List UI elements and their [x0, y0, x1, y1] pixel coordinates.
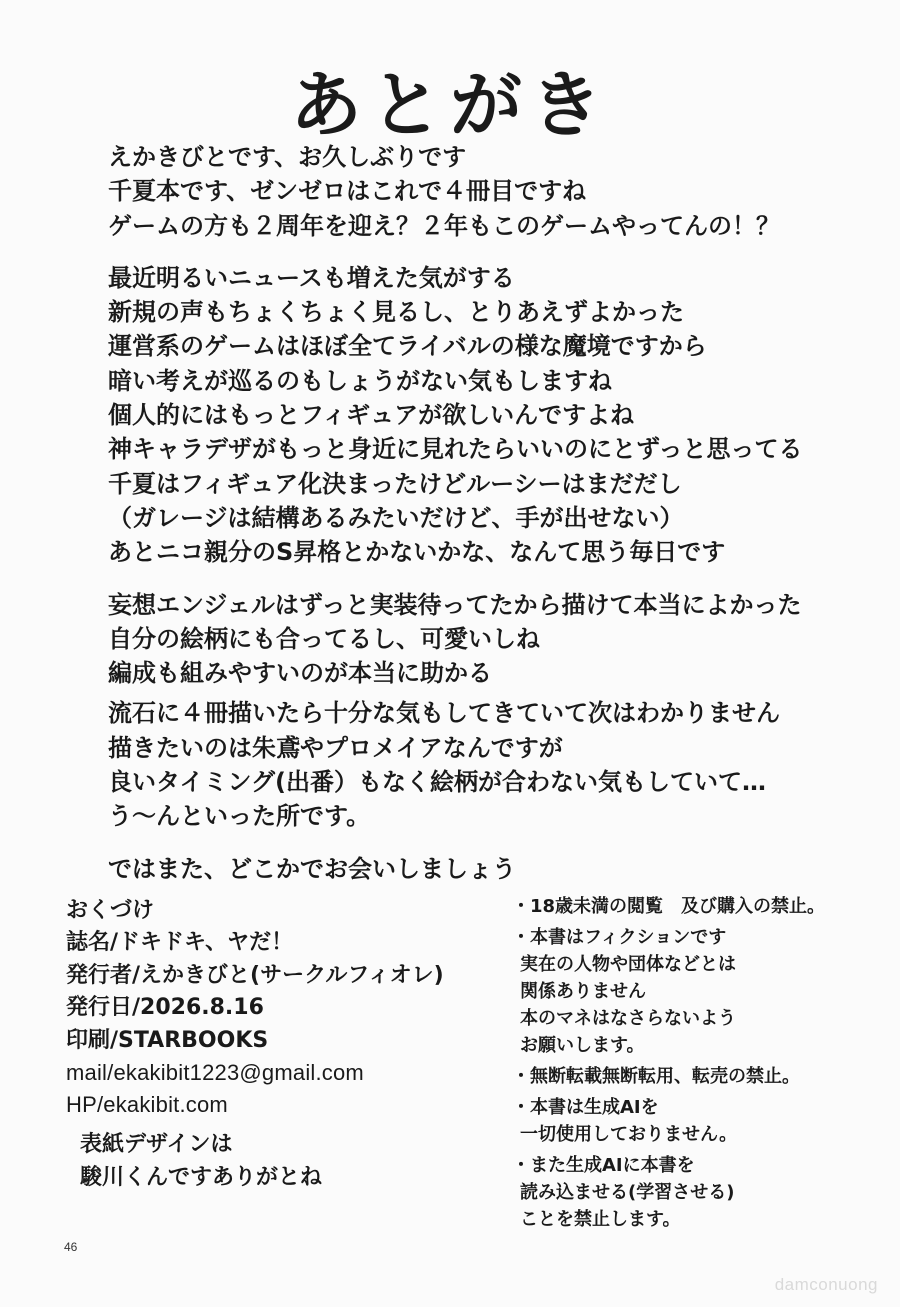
- body-line: 運営系のゲームはほぼ全てライバルの様な魔境ですから: [108, 332, 707, 361]
- notice-line: ・本書はフィクションです: [512, 927, 727, 948]
- notice-line: ・18歳未満の閲覧 及び購入の禁止。: [512, 896, 826, 917]
- page-title: あとがき: [289, 63, 610, 147]
- colophon-date: 発行日/2026.8.16: [66, 995, 264, 1021]
- afterword-body: [108, 140, 868, 886]
- body-line: 新規の声もちょくちょく見るし、とりあえずよかった: [108, 298, 684, 327]
- notice-line: ・本書は生成AIを: [512, 1097, 659, 1118]
- notice-line: 一切使用しておりません。: [520, 1124, 738, 1145]
- paragraph-4: [108, 696, 868, 833]
- body-line: 自分の絵柄にも合ってるし、可愛いしね: [108, 624, 540, 653]
- colophon: [66, 895, 466, 1122]
- paragraph-5: [108, 852, 868, 886]
- notice-fiction: [512, 924, 872, 1059]
- colophon-magazine: 誌名/ドキドキ、ヤだ！: [66, 930, 294, 956]
- paragraph-1: [108, 140, 868, 243]
- body-line: 良いタイミング(出番）もなく絵柄が合わない気もしていて…: [108, 768, 767, 797]
- body-line: 描きたいのは朱鳶やプロメイアなんですが: [108, 733, 563, 762]
- body-line: 最近明るいニュースも増えた気がする: [108, 263, 515, 292]
- notice-no-ai-used: [512, 1094, 872, 1148]
- body-line: 妄想エンジェルはずっと実装待ってたから描けて本当によかった: [108, 590, 802, 619]
- body-line: あとニコ親分のS昇格とかないかな、なんて思う毎日です: [108, 538, 726, 567]
- credit-line: 表紙デザインは: [80, 1132, 233, 1157]
- colophon-heading: おくづけ: [66, 898, 155, 923]
- notice-line: 本のマネはなさらないよう: [520, 1008, 736, 1029]
- page-number: 46: [64, 1240, 78, 1254]
- body-line: 個人的にはもっとフィギュアが欲しいんですよね: [108, 401, 635, 430]
- watermark: damconuong: [774, 1275, 878, 1294]
- notice-line: ことを禁止します。: [520, 1209, 681, 1230]
- body-line: 編成も組みやすいのが本当に助かる: [108, 659, 492, 688]
- body-line: えかきびとです、お久しぶりです: [108, 143, 467, 171]
- body-line: ではまた、どこかでお会いしましょう: [108, 854, 516, 883]
- notice-line: ・また生成AIに本書を: [512, 1155, 695, 1176]
- paragraph-3: [108, 588, 868, 691]
- notice-line: 実在の人物や団体などとは: [520, 954, 736, 975]
- notice-age-restriction: [512, 893, 872, 920]
- colophon-mail: mail/ekakibit1223@gmail.com: [66, 1060, 364, 1086]
- notice-line: お願いします。: [520, 1035, 645, 1056]
- notice-no-ai-training: [512, 1152, 872, 1233]
- body-line: 千夏本です、ゼンゼロはこれで４冊目ですね: [108, 177, 587, 206]
- paragraph-2: [108, 261, 868, 570]
- body-line: 流石に４冊描いたら十分な気もしてきていて次はわかりません: [108, 699, 780, 728]
- cover-design-credit: [80, 1128, 322, 1194]
- notice-no-reproduction: [512, 1063, 872, 1090]
- body-line: 神キャラデザがもっと身近に見れたらいいのにとずっと思ってる: [108, 435, 803, 464]
- colophon-homepage: HP/ekakibit.com: [66, 1092, 228, 1118]
- notice-line: 読み込ませる(学習させる): [520, 1182, 735, 1203]
- colophon-printer: 印刷/STARBOOKS: [66, 1027, 269, 1053]
- body-line: う～んといった所です。: [108, 802, 371, 831]
- body-line: 暗い考えが巡るのもしょうがない気もしますね: [108, 366, 612, 395]
- body-line: 千夏はフィギュア化決まったけどルーシーはまだだし: [108, 469, 682, 498]
- body-line: （ガレージは結構あるみたいだけど、手が出せない）: [108, 503, 684, 532]
- legal-notices: [512, 893, 872, 1237]
- notice-line: ・無断転載無断転用、転売の禁止。: [512, 1066, 800, 1087]
- notice-line: 関係ありません: [520, 981, 646, 1002]
- body-line: ゲームの方も２周年を迎え？２年もこのゲームやってんの！？: [108, 211, 780, 240]
- colophon-publisher: 発行者/えかきびと(サークルフィオレ): [66, 962, 444, 988]
- credit-line: 駿川くんですありがとね: [80, 1165, 323, 1190]
